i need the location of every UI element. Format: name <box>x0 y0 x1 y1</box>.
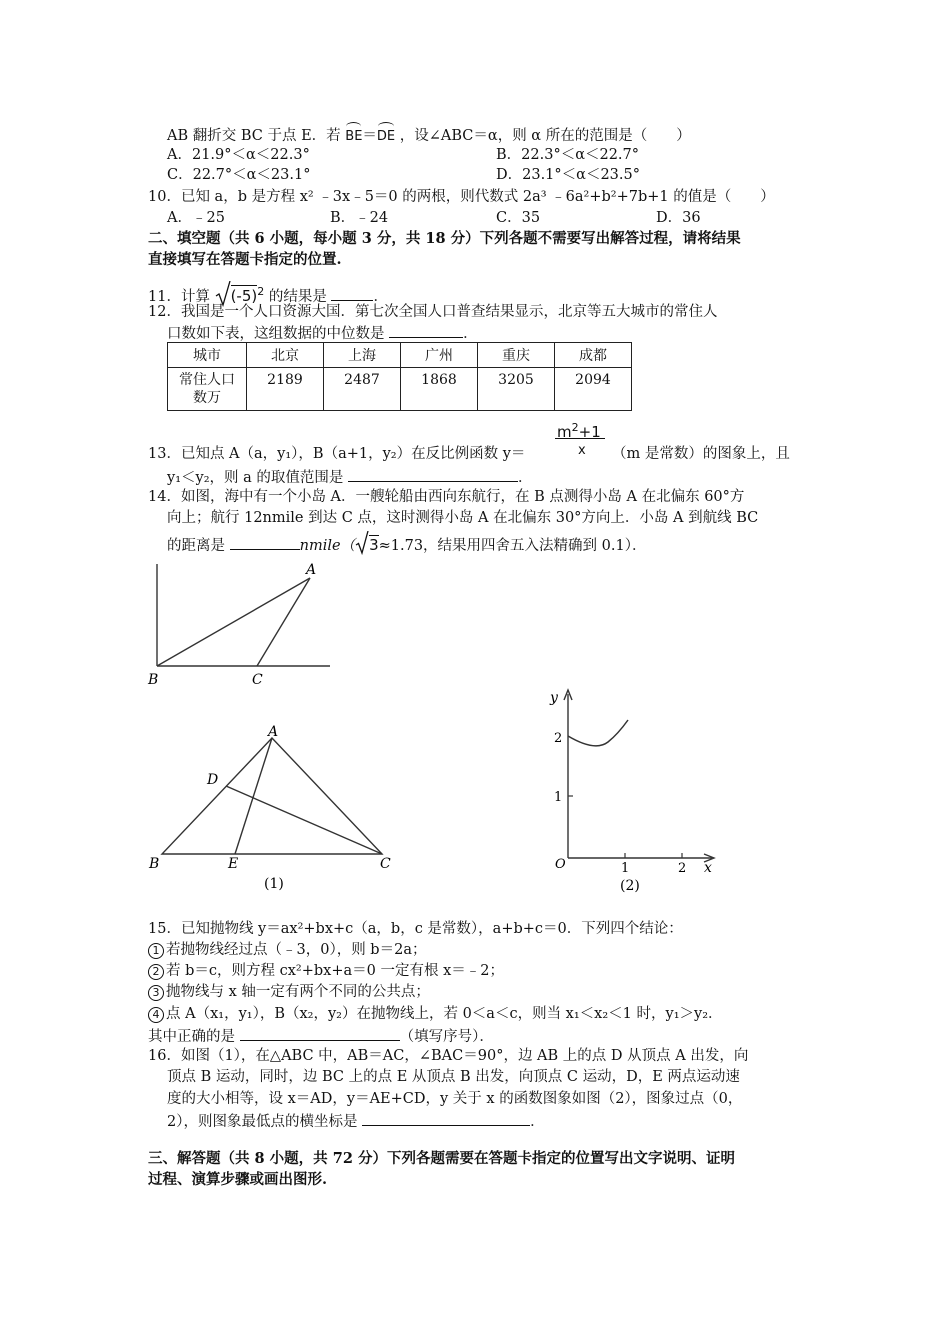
function-curve <box>568 720 628 746</box>
table-cell: 2487 <box>324 368 401 411</box>
q13-answer-blank[interactable] <box>348 467 518 482</box>
q9-stem-after: ，设∠ABC＝α，则 α 所在的范围是（ ） <box>399 128 691 144</box>
segment-ae <box>235 738 272 854</box>
section2-heading-line2: 直接填写在答题卡指定的位置. <box>148 251 342 268</box>
q10-option-a: A．﹣25 <box>167 210 225 226</box>
q9-option-b: B．22.3°＜α＜22.7° <box>496 147 640 163</box>
q14-line3-prefix: 的距离是 <box>167 538 225 554</box>
caption-2: (2) <box>620 878 640 894</box>
y-tick-label-2: 2 <box>554 731 563 746</box>
q10-stem: 10．已知 a，b 是方程 x² ﹣3x﹣5＝0 的两根，则代数式 2a³ ﹣6a²+b²+7b+1 的值是（ ） <box>148 189 775 205</box>
q16-line4-text: 2），则图象最低点的横坐标是 <box>167 1114 358 1130</box>
q15-item-2 <box>148 962 504 980</box>
table-header-cell: 广州 <box>401 343 478 368</box>
q15-item-4 <box>148 1005 723 1023</box>
q15-item-1 <box>148 941 426 959</box>
q13-num-exp: 2 <box>571 421 579 434</box>
table-cell: 2189 <box>247 368 324 411</box>
q9-option-d: D．23.1°＜α＜23.5° <box>496 167 640 183</box>
q14-figure <box>140 560 340 690</box>
q11-suffix: 的结果是 <box>268 289 327 305</box>
table-header-cell: 城市 <box>168 343 247 368</box>
q16-figure-1 <box>140 720 410 900</box>
q13-end: ． <box>517 470 533 486</box>
q15-last-prefix: 其中正确的是 <box>148 1029 235 1045</box>
label-a: A <box>268 724 279 740</box>
q16-figure-2 <box>540 686 730 896</box>
q13-line2 <box>167 467 532 487</box>
caption-1: (1) <box>264 876 284 892</box>
q13-num-rest: +1 <box>578 423 601 441</box>
sqrt-sign-icon <box>355 531 369 555</box>
table-row <box>168 368 632 411</box>
q16-line3: 度的大小相等，设 x＝AD，y＝AE+CD，y 关于 x 的函数图象如图（2），图象过点（0， <box>167 1091 743 1107</box>
q9-stem <box>167 124 691 146</box>
q9-stem-before: AB 翻折交 BC 于点 E．若 <box>167 128 341 144</box>
x-tick-label-1: 1 <box>621 861 630 876</box>
q15-item-3 <box>148 983 430 1001</box>
line-ca <box>257 578 310 666</box>
line-ba <box>157 578 310 666</box>
q12-end: ． <box>463 326 478 342</box>
row-label-line2: 数万 <box>193 390 221 406</box>
q12-line2 <box>167 323 478 343</box>
q14-answer-blank[interactable] <box>230 535 300 550</box>
section2-heading-line1: 二、填空题（共 6 小题，每小题 3 分，共 18 分）下列各题不需要写出解答过程，请将结果 <box>148 230 741 247</box>
arc-de: DE <box>377 124 395 146</box>
q15-item-1-text: 若抛物线经过点（﹣3，0），则 b＝2a； <box>166 942 427 958</box>
q15-last-suffix: （填写序号）． <box>399 1029 494 1045</box>
table-header-cell: 上海 <box>324 343 401 368</box>
q13-fraction-bar <box>555 438 605 439</box>
circled-number-4: 4 <box>148 1007 164 1023</box>
q14-line3 <box>167 531 646 555</box>
table-cell: 1868 <box>401 368 478 411</box>
q12-line1: 12．我国是一个人口资源大国．第七次全国人口普查结果显示，北京等五大城市的常住人 <box>148 304 718 320</box>
circled-number-1: 1 <box>148 943 164 959</box>
q13-line2-text: y₁＜y₂，则 a 的取值范围是 <box>167 470 344 486</box>
table-header-cell: 成都 <box>555 343 632 368</box>
q14-line3-suffix: ≈1.73，结果用四舍五入法精确到 0.1）． <box>378 538 647 554</box>
section3-heading-line1: 三、解答题（共 8 小题，共 72 分）下列各题需要在答题卡指定的位置写出文字说明、证明 <box>148 1150 735 1167</box>
q16-answer-blank[interactable] <box>362 1111 530 1126</box>
table-row-label <box>168 368 247 411</box>
label-e: E <box>228 856 239 872</box>
q15-answer-blank[interactable] <box>240 1026 400 1041</box>
label-a: A <box>306 562 317 578</box>
q9-eq: ＝ <box>362 128 377 144</box>
segment-cd <box>226 786 382 854</box>
q11-answer-blank[interactable] <box>331 286 373 301</box>
q11-power: 2 <box>257 285 265 299</box>
q11-radicand: (-5) <box>230 287 258 305</box>
q9-option-a: A．21.9°＜α＜22.3° <box>167 147 310 163</box>
table-row <box>168 343 632 368</box>
q15-item-2-text: 若 b＝c，则方程 cx²+bx+a＝0 一定有根 x＝﹣2； <box>166 963 504 979</box>
q13-denominator: x <box>578 443 586 458</box>
circled-number-3: 3 <box>148 985 164 1001</box>
q11-end: ． <box>373 289 388 305</box>
label-b: B <box>148 672 159 688</box>
section3-heading-line2: 过程、演算步骤或画出图形. <box>148 1171 328 1188</box>
table-header-cell: 北京 <box>247 343 324 368</box>
row-label-line1: 常住人口 <box>179 372 235 388</box>
q14-sqrt3: 3 <box>369 536 379 554</box>
q12-answer-blank[interactable] <box>389 323 463 338</box>
q13-line1 <box>148 445 525 463</box>
q12-line2-text: 口数如下表，这组数据的中位数是 <box>167 326 385 342</box>
table-cell: 3205 <box>478 368 555 411</box>
label-b: B <box>149 856 160 872</box>
arc-be: BE <box>345 124 362 146</box>
q10-option-b: B．﹣24 <box>330 210 389 226</box>
q9-option-c: C．22.7°＜α＜23.1° <box>167 167 311 183</box>
q15-line1: 15．已知抛物线 y＝ax²+bx+c（a，b，c 是常数），a+b+c＝0．下列四个结论： <box>148 921 683 937</box>
q14-line2: 向上；航行 12nmile 到达 C 点，这时测得小岛 A 在北偏东 30°方向上．小岛 A 到航线 BC <box>167 510 759 526</box>
q16-line4 <box>167 1111 545 1131</box>
origin-label: O <box>555 857 566 872</box>
q16-end: ． <box>530 1114 545 1130</box>
q13-num-m: m <box>557 423 572 441</box>
q15-last-line <box>148 1026 494 1046</box>
q15-item-4-text: 点 A（x₁，y₁），B（x₂，y₂）在抛物线上，若 0＜a＜c，则当 x₁＜x₂＜1 时，y₁＞y₂． <box>166 1006 723 1022</box>
q10-option-c: C．35 <box>496 210 541 226</box>
table-header-cell: 重庆 <box>478 343 555 368</box>
circled-number-2: 2 <box>148 964 164 980</box>
triangle-abc <box>162 738 382 854</box>
population-table <box>167 342 632 411</box>
x-tick-label-2: 2 <box>678 861 687 876</box>
x-axis-label: x <box>704 860 712 876</box>
label-d: D <box>207 772 219 788</box>
q15-item-3-text: 抛物线与 x 轴一定有两个不同的公共点； <box>166 984 430 1000</box>
q16-line2: 顶点 B 运动，同时，边 BC 上的点 E 从顶点 B 出发，向顶点 C 运动，D，E 两点运动速 <box>167 1069 740 1085</box>
y-axis-label: y <box>550 690 558 706</box>
q11-prefix: 11．计算 <box>148 289 210 305</box>
q13-line1-end: （m 是常数）的图象上，且 <box>612 446 790 462</box>
q10-option-d: D．36 <box>656 210 701 226</box>
q14-unit: nmile（ <box>299 538 356 554</box>
label-c: C <box>380 856 391 872</box>
q13-line1-text: 13．已知点 A（a，y₁），B（a+1，y₂）在反比例函数 y＝ <box>148 446 526 462</box>
q16-line1: 16．如图（1），在△ABC 中，AB＝AC，∠BAC＝90°，边 AB 上的点 D 从顶点 A 出发，向 <box>148 1048 749 1064</box>
label-c: C <box>252 672 263 688</box>
y-tick-label-1: 1 <box>554 790 563 805</box>
q14-line1: 14．如图，海中有一个小岛 A．一艘轮船由西向东航行，在 B 点测得小岛 A 在北偏东 60°方 <box>148 489 745 505</box>
table-cell: 2094 <box>555 368 632 411</box>
